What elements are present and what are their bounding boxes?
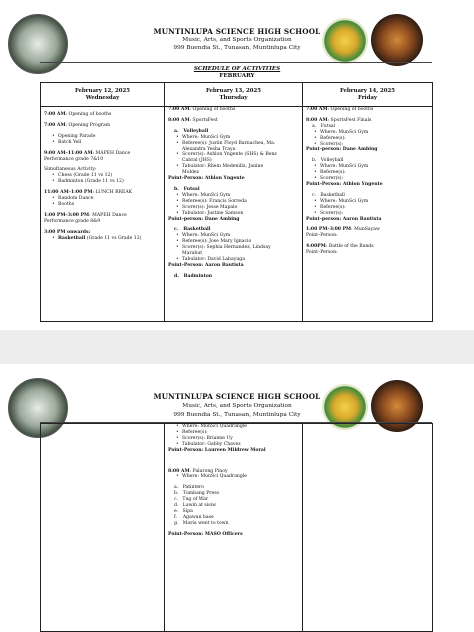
column-header-day-1: February 12, 2025 Wednesday xyxy=(41,83,165,107)
wednesday-schedule: 7:00 AM: Opening of booths 7:00 AM: Opening Program • Opening Parade • Batch Yell 9:00 AM–11:00 AM: MAPEH Dance Performance grade 7&10 Simultaneous Activity: • Chess (Grade 11 vs 12) • Badminton (Grade 11 vs 12) 11:00 AM–1:00 PM: LUNCH BREAK • Random Dance • Booths 1:00 PM–3:00 PM: MAPEH Dance Performance grade 8&9 3:00 PM onwards: • Basketball (Grade 11 vs Grade 12) xyxy=(41,107,165,322)
school-name-2: MUNTINLUPA SCIENCE HIGH SCHOOL xyxy=(153,392,321,401)
organization-name-2: Music, Arts, and Sports Organization xyxy=(182,403,292,409)
school-address-2: 999 Buendia St., Tunasan, Muntinlupa City xyxy=(173,412,301,418)
document-title: SCHEDULE OF ACTIVITIES xyxy=(193,66,281,72)
document-month: FEBRUARY xyxy=(219,73,255,79)
school-address: 999 Buendia St., Tunasan, Muntinlupa City xyxy=(173,45,301,51)
header-divider xyxy=(40,62,432,63)
column-header-day-3: February 14, 2025 Friday xyxy=(303,83,433,107)
column-header-day-2: February 13, 2025 Thursday xyxy=(165,83,303,107)
friday-schedule: 7:00 AM: Opening of booths 8:00 AM: SportsFest Finals a. Futsal • Where: MunSci Gym • Referee(s): • Scorer(s): Point–person: Dane Ambing b. Volleyball • Where: MunSci Gym • Referee(s): • Scorer(s): Point–Person: Athlon Yngente c. Basketball • Where: MunSci Gym • Referee(s): • Scorer(s): Point–person: Aaron Bautista 1:00 PM–3:00 PM: MunSayaw Point–Person: 4:00PM: Battle of the Bands Point–Person: xyxy=(303,107,433,322)
school-name: MUNTINLUPA SCIENCE HIGH SCHOOL xyxy=(153,27,321,36)
friday-schedule-continued xyxy=(303,424,433,632)
schedule-table xyxy=(40,82,433,322)
organization-name: Music, Arts, and Sports Organization xyxy=(182,37,292,43)
thursday-schedule-continued: • Where: MunSci Quadrangle • Referee(s): • Scorer(s): Brianne Uy • Tabulator: Gabby Chavez Point–Person: Laureen Mildrew Moral 8:00 AM: Palarong Pinoy • Where: MunSci Quadrangle a. Patintero b. Tumbang Preso c. Tug of War d. Lawin at sisiw e. Sipa f. Agawan base g. Maria went to town Point–Person: MASO Officers xyxy=(165,424,303,632)
wednesday-schedule-continued xyxy=(41,424,165,632)
thursday-schedule: 7:00 AM: Opening of booths 8:00 AM: SportsFest a. Volleyball • Where: MunSci Gym • Referee(s): Justin Floyd Barnachea, Ma. Alexandra Yesha Traya • Scorer(s): Ashlon Yngente (SHS) & Benz Cabral (JHS) • Tabulator: Rhein Medenilla, Janine Moldez Point–Person: Athlon Yngente b. Futsal • Where: MunSci Gym • Referee(s): Francis Sorreda • Scorer(s): Jesse Mapalo • Tabulator: Justine Samson Point–person: Dane Ambing c. Basketball • Where: MunSci Gym • Referee(s): Jose Mary Ignacio • Scorer(s): Sephia Hernandez, Lindsay Marabut • Tabulator: David Labayuga Point–Person: Aaron Bautista d. Badminton xyxy=(165,107,303,322)
document-page-2 xyxy=(0,364,474,632)
schedule-table-continued xyxy=(40,423,433,632)
page-separator xyxy=(0,330,474,364)
